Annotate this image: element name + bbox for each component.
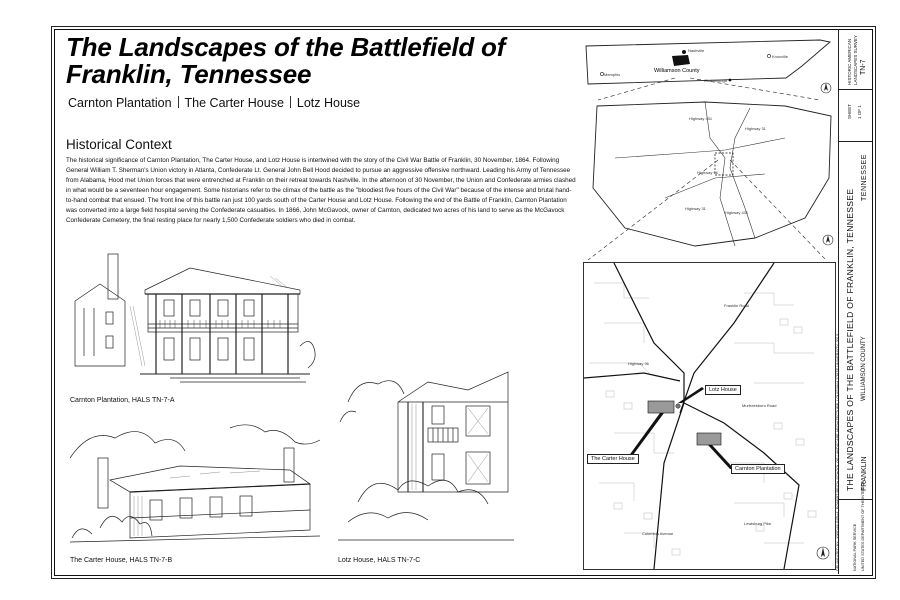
carter-house-label: The Carter House xyxy=(587,454,639,464)
carter-house-sketch xyxy=(70,418,320,548)
tb-county: WILLIAMSON COUNTY xyxy=(861,336,867,401)
lotz-house-sketch xyxy=(338,362,514,552)
city-label: Memphis xyxy=(604,72,621,77)
site-map xyxy=(583,262,836,570)
road-label: Highway 96 xyxy=(628,361,649,366)
lotz-house-label: Lotz House xyxy=(705,385,741,395)
carnton-plantation-sketch xyxy=(70,246,318,392)
road-label: Highway 31 xyxy=(685,206,706,211)
carnton-caption: Carnton Plantation, HALS TN-7-A xyxy=(70,397,175,404)
city-label: Nashville xyxy=(688,48,705,53)
site-list xyxy=(68,96,360,110)
city-label: Chattanooga xyxy=(704,78,727,83)
site-name: Lotz House xyxy=(296,96,361,110)
site-name: Carnton Plantation xyxy=(68,96,172,110)
road-label: Highway 431 xyxy=(689,116,713,121)
tb-agency-line: LANDSCAPES SURVEY xyxy=(853,35,858,85)
road-label: Franklin Road xyxy=(724,303,749,308)
page-title: The Landscapes of the Battlefield of Franklin, Tennessee xyxy=(66,32,506,89)
sheet-value: 1 OF 1 xyxy=(857,105,862,119)
tb-city: FRANKLIN xyxy=(861,456,868,491)
tb-delineator: DELINEATED BY: JORDAN BISHA, ROBERT REICH SCHOOL OF LANDSCAPE ARCHITECTURE, LOUISIANA STATE UNIVERSITY, 2013 xyxy=(836,333,840,571)
carter-caption: The Carter House, HALS TN-7-B xyxy=(70,557,173,564)
road-label: Columbia Avenue xyxy=(642,531,674,536)
sheet-label: SHEET xyxy=(847,103,852,119)
road-label: Highway 31 xyxy=(745,126,766,131)
title-block xyxy=(838,29,872,574)
survey-number: TN-7 xyxy=(860,59,867,75)
tb-credit-line: NATIONAL PARK SERVICE xyxy=(853,523,857,571)
road-label: Highway 431 xyxy=(725,210,749,215)
site-separator xyxy=(290,96,291,108)
tb-title-cell xyxy=(839,141,872,500)
tb-agency-line: HISTORIC AMERICAN xyxy=(847,38,852,85)
historical-context-text: The historical significance of Carnton Plantation, The Carter House, and Lotz House is intertwined with the story of the Civil War Battle of Franklin, 30 November, 1864. Following General William T. Sherman's Union victory in Atlanta, Confederate Lt. General John Bell Hood decided to pursue an aggressive offensive northward. Leading his Army of Tennessee from Alabama, Hood met Union forces that were entrenched at Franklin on their retreat towards Nashville. In the afternoon of 30 November, the Union and Confederate armies clashed in what would be a seventeen hour engagement. Some historians refer to the climax of the battle as the "bloodiest five hours of the Civil War" because of the intense and brutal hand-to-hand combat that ensued. The front line of this battle ran just 100 yards south of the Carter House and Lotz House. Following the end of the Battle of Franklin, Carnton Plantation was converted into a large field hospital serving the Confederate casualties. In 1866, John McGavock, owner of Carnton, dedicated two acres of his land to serve as the McGavock Confederate Cemetery, the final resting place for nearly 1,500 Confederate soldiers who died in combat. xyxy=(66,157,576,225)
site-separator xyxy=(178,96,179,108)
tb-sheet-cell xyxy=(839,89,872,142)
section-heading: Historical Context xyxy=(66,137,172,152)
north-arrow-icon xyxy=(816,546,830,560)
road-label: Murfreesboro Road xyxy=(742,403,777,408)
road-label: Highway 96 xyxy=(697,170,718,175)
road-label: Lewisburg Pike xyxy=(744,521,772,526)
county-label: Williamson County xyxy=(654,68,700,74)
site-name: The Carter House xyxy=(184,96,284,110)
tb-state: TENNESSEE xyxy=(861,154,868,201)
city-label: Knoxville xyxy=(772,54,789,59)
north-arrow-icon xyxy=(822,234,834,246)
tb-credit-line: UNITED STATES DEPARTMENT OF THE INTERIOR xyxy=(861,480,865,571)
tb-main-title: THE LANDSCAPES OF THE BATTLEFIELD OF FRANKLIN, TENNESSEE xyxy=(845,188,855,491)
williamson-county-map xyxy=(585,98,835,250)
tb-agency-cell xyxy=(839,29,872,90)
carnton-label: Carnton Plantation xyxy=(731,464,785,474)
lotz-caption: Lotz House, HALS TN-7-C xyxy=(338,557,421,564)
